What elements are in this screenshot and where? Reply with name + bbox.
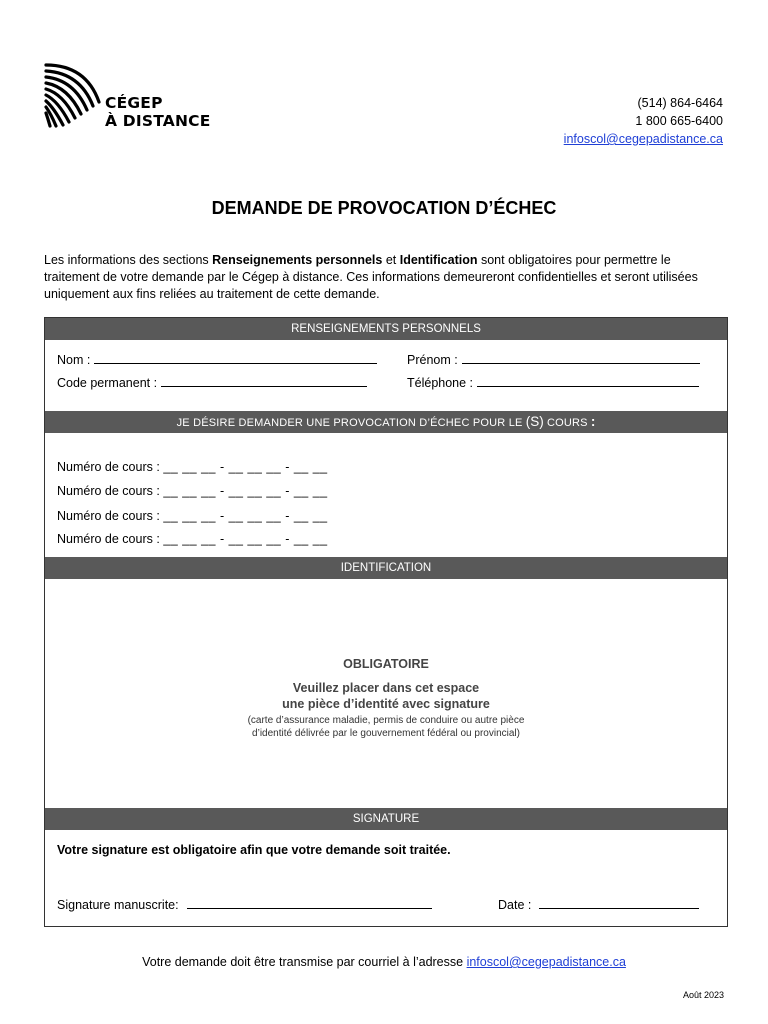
date-field[interactable] xyxy=(498,897,699,913)
signature-heading: SIGNATURE xyxy=(352,813,420,825)
logo-wordmark xyxy=(105,94,211,130)
course-number-mask: __ __ __ - __ __ __ - __ __ xyxy=(163,532,328,546)
intro-part-3: sont obligatoires pour permettre le traitement de votre demande par le Cégep à distance. Ces informations demeureront confidentielles et seront utilisées uniquement aux fins reliées au traitement de cette demande. xyxy=(44,253,698,301)
logo-line-2: À DISTANCE xyxy=(105,112,211,130)
intro-part-1: Les informations des sections xyxy=(44,253,213,267)
course-number-field[interactable] xyxy=(57,531,328,547)
course-number-label: Numéro de cours : xyxy=(57,460,160,474)
intro-bold-1: Renseignements personnels xyxy=(212,253,383,267)
personal-info-header xyxy=(45,318,727,340)
revision-date: Août 2023 xyxy=(682,990,724,1000)
date-input-line[interactable] xyxy=(539,897,699,909)
footer-email-link[interactable]: infoscol@cegepadistance.ca xyxy=(466,955,626,969)
identification-instruction xyxy=(45,680,727,712)
telephone-label: Téléphone : xyxy=(407,376,474,390)
logo-arcs-icon xyxy=(44,62,104,128)
signature-field[interactable] xyxy=(57,897,432,913)
signature-input-line[interactable] xyxy=(187,897,432,909)
nom-label: Nom : xyxy=(57,353,91,367)
phone-local: (514) 864-6464 xyxy=(637,96,723,110)
code-permanent-input-line[interactable] xyxy=(161,375,367,387)
detail-line-1: (carte d’assurance maladie, permis de conduire ou autre pièce xyxy=(247,715,525,726)
page-title: DEMANDE DE PROVOCATION D’ÉCHEC xyxy=(211,198,557,218)
course-number-label: Numéro de cours : xyxy=(57,509,160,523)
identification-mandatory: OBLIGATOIRE xyxy=(343,657,429,671)
telephone-field[interactable] xyxy=(407,375,699,391)
course-number-field[interactable] xyxy=(57,459,328,475)
phone-tollfree: 1 800 665-6400 xyxy=(635,114,723,128)
courses-heading-3: COURS xyxy=(546,417,588,429)
footer-text: Votre demande doit être transmise par courriel à l’adresse xyxy=(142,955,467,969)
course-number-label: Numéro de cours : xyxy=(57,484,160,498)
code-permanent-label: Code permanent : xyxy=(57,376,158,390)
course-number-mask: __ __ __ - __ __ __ - __ __ xyxy=(163,509,328,523)
intro-bold-2: Identification xyxy=(399,253,478,267)
cegep-logo xyxy=(44,62,224,132)
nom-input-line[interactable] xyxy=(94,352,377,364)
email-link[interactable]: infoscol@cegepadistance.ca xyxy=(563,132,723,146)
instruction-line-1: Veuillez placer dans cet espace xyxy=(292,681,480,695)
intro-part-2: et xyxy=(382,253,400,267)
courses-heading-1: JE DÉSIRE DEMANDER UNE PROVOCATION D’ÉCHEC POUR LE xyxy=(176,417,523,429)
course-number-label: Numéro de cours : xyxy=(57,532,160,546)
courses-header xyxy=(45,411,727,433)
telephone-input-line[interactable] xyxy=(477,375,699,387)
course-number-field[interactable] xyxy=(57,483,328,499)
date-label: Date : xyxy=(498,898,532,912)
nom-field[interactable] xyxy=(57,352,377,368)
intro-paragraph xyxy=(44,252,728,303)
prenom-input-line[interactable] xyxy=(462,352,700,364)
personal-info-heading: RENSEIGNEMENTS PERSONNELS xyxy=(291,323,481,335)
prenom-label: Prénom : xyxy=(407,353,458,367)
courses-heading-2: (S) xyxy=(525,414,544,429)
instruction-line-2: une pièce d’identité avec signature xyxy=(282,697,490,711)
code-permanent-field[interactable] xyxy=(57,375,367,391)
logo-line-1: CÉGEP xyxy=(105,94,163,112)
signature-note: Votre signature est obligatoire afin que votre demande soit traitée. xyxy=(57,843,451,857)
signature-header xyxy=(45,808,727,830)
request-form xyxy=(44,317,728,927)
identification-header xyxy=(45,557,727,579)
identification-details xyxy=(45,714,727,740)
course-number-mask: __ __ __ - __ __ __ - __ __ xyxy=(163,460,328,474)
courses-heading-4: : xyxy=(590,414,596,429)
identification-heading: IDENTIFICATION xyxy=(340,562,432,574)
signature-label: Signature manuscrite: xyxy=(57,898,179,912)
detail-line-2: d’identité délivrée par le gouvernement fédéral ou provincial) xyxy=(252,728,520,739)
contact-block xyxy=(564,94,723,148)
course-number-mask: __ __ __ - __ __ __ - __ __ xyxy=(163,484,328,498)
course-number-field[interactable] xyxy=(57,508,328,524)
footer-instruction xyxy=(0,955,768,969)
prenom-field[interactable] xyxy=(407,352,700,368)
